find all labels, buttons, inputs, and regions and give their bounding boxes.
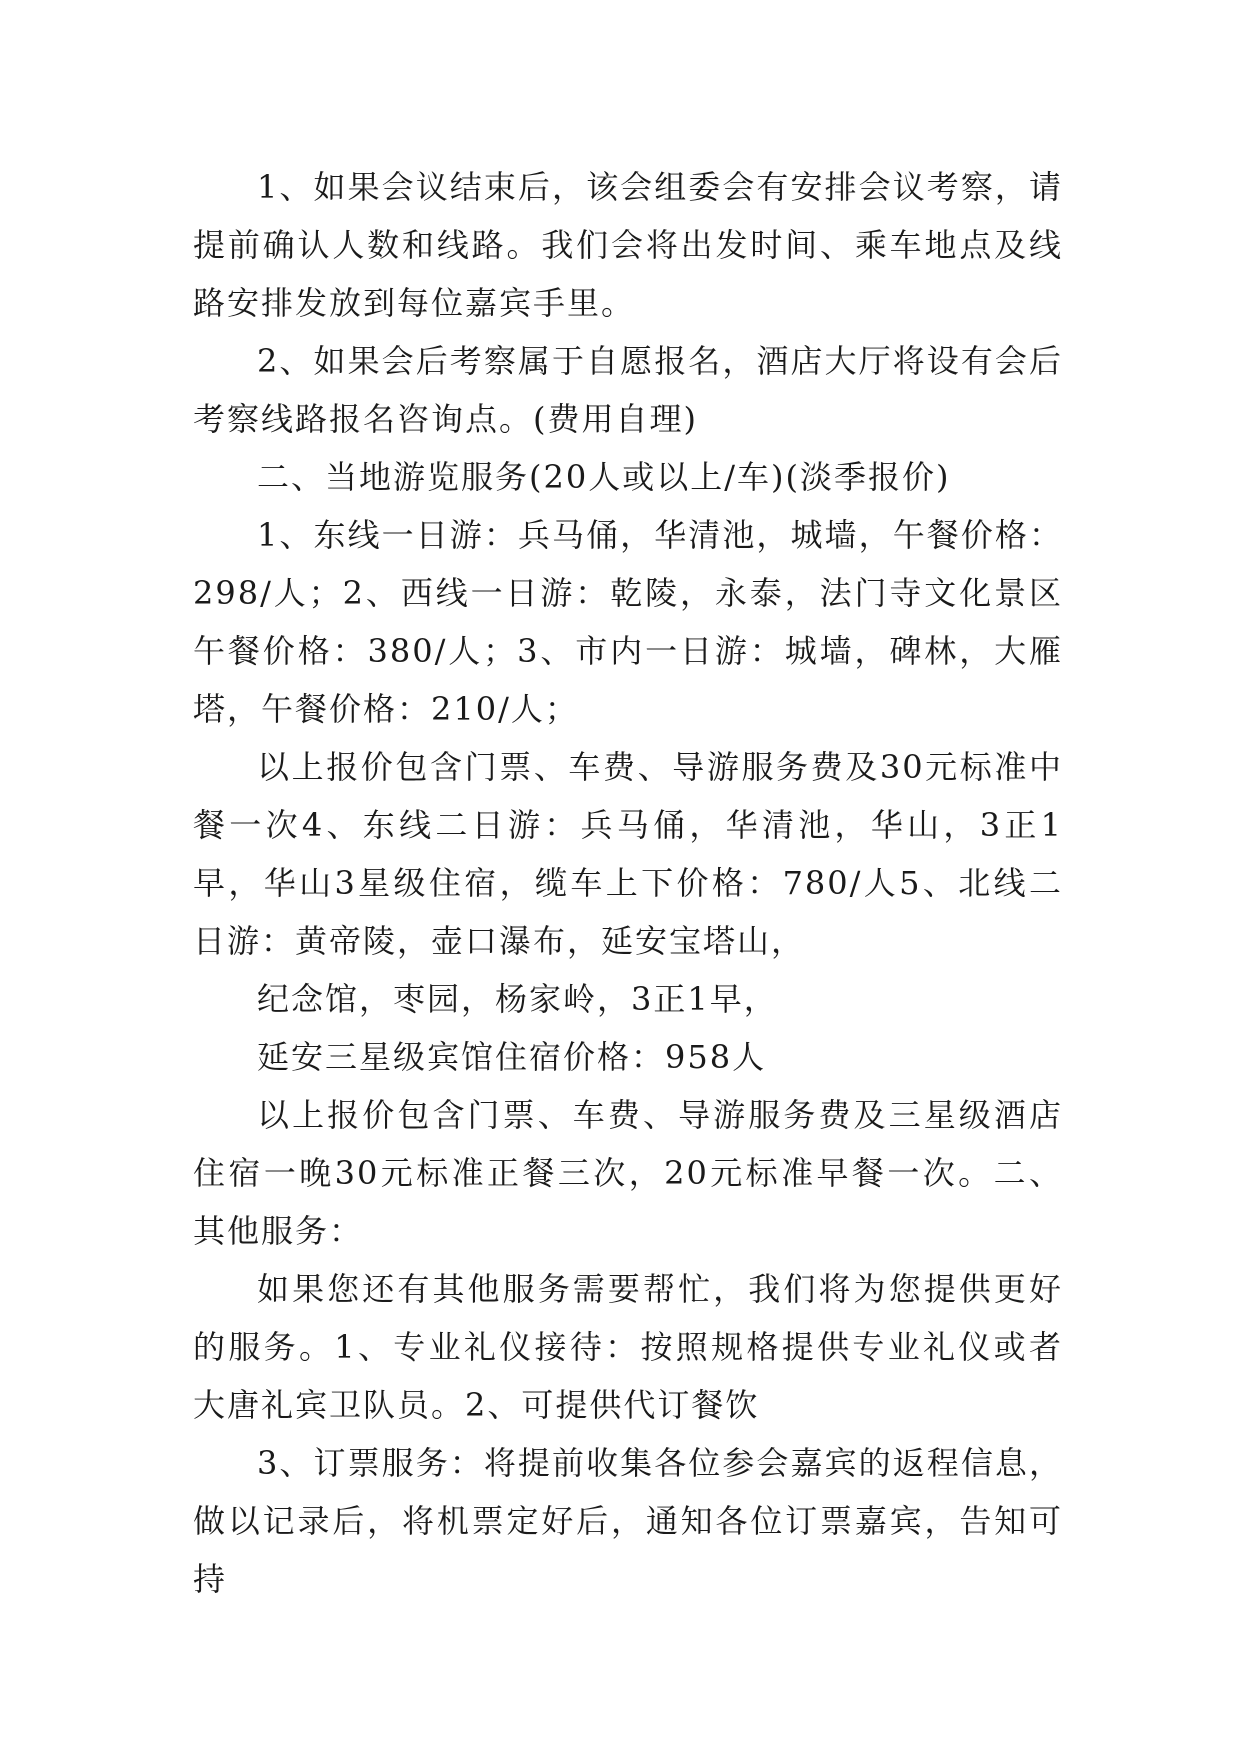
paragraph-4: 1、东线一日游：兵马俑，华清池，城墙，午餐价格：298/人；2、西线一日游：乾陵，永泰，法门寺文化景区午餐价格：380/人；3、市内一日游：城墙，碑林，大雁塔，午餐价格：210/人； bbox=[193, 516, 1063, 728]
paragraph-2: 2、如果会后考察属于自愿报名，酒店大厅将设有会后考察线路报名咨询点。(费用自理) bbox=[193, 342, 1063, 438]
paragraph-7: 延安三星级宾馆住宿价格：958人 bbox=[257, 1038, 767, 1076]
paragraph-1: 1、如果会议结束后，该会组委会有安排会议考察，请提前确认人数和线路。我们会将出发时间、乘车地点及线路安排发放到每位嘉宾手里。 bbox=[193, 168, 1063, 322]
paragraph-9: 如果您还有其他服务需要帮忙，我们将为您提供更好的服务。1、专业礼仪接待：按照规格提供专业礼仪或者大唐礼宾卫队员。2、可提供代订餐饮 bbox=[193, 1270, 1063, 1424]
paragraph-5: 以上报价包含门票、车费、导游服务费及30元标准中餐一次4、东线二日游：兵马俑，华清池，华山，3正1早，华山3星级住宿，缆车上下价格：780/人5、北线二日游：黄帝陵，壶口瀑布，延安宝塔山， bbox=[193, 748, 1063, 960]
paragraph-3: 二、当地游览服务(20人或以上/车)(淡季报价) bbox=[257, 458, 951, 496]
paragraph-8: 以上报价包含门票、车费、导游服务费及三星级酒店住宿一晚30元标准正餐三次，20元标准早餐一次。二、其他服务： bbox=[193, 1096, 1063, 1250]
paragraph-6: 纪念馆，枣园，杨家岭，3正1早， bbox=[257, 980, 778, 1018]
paragraph-10: 3、订票服务：将提前收集各位参会嘉宾的返程信息，做以记录后，将机票定好后，通知各位订票嘉宾，告知可持 bbox=[193, 1444, 1063, 1598]
document-body bbox=[193, 158, 1063, 1608]
